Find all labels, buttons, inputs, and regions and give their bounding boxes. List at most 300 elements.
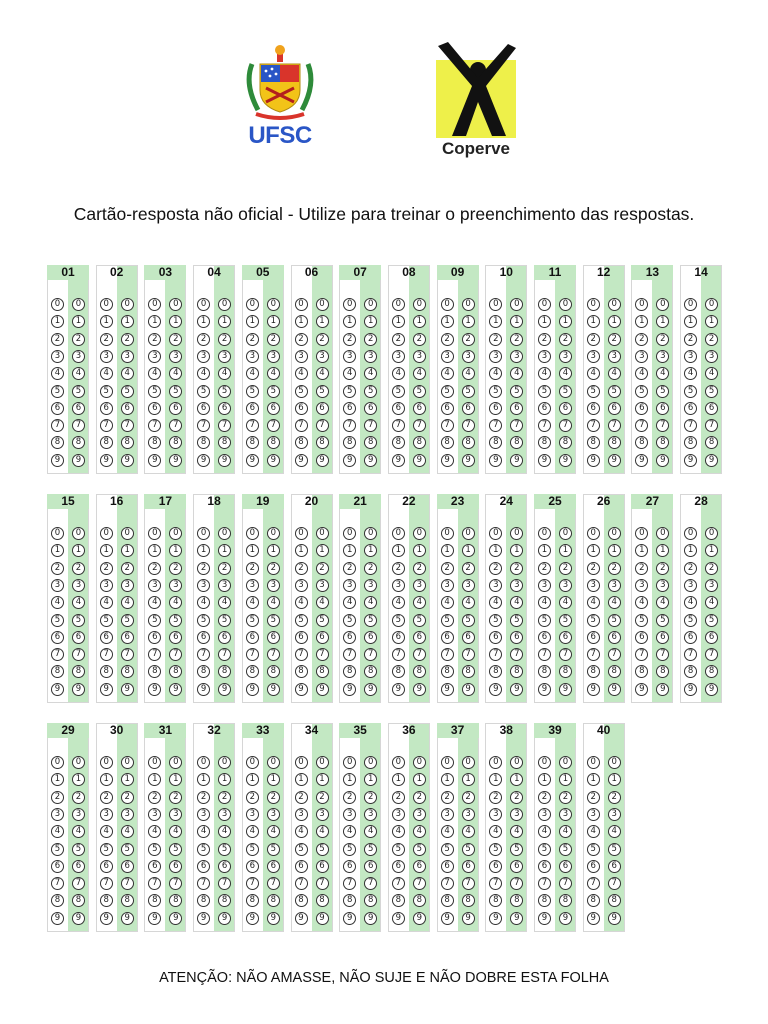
bubble-04-tens-1[interactable]: 1 — [197, 315, 210, 328]
bubble-11-units-5[interactable]: 5 — [559, 385, 572, 398]
bubble-15-tens-1[interactable]: 1 — [51, 544, 64, 557]
bubble-39-tens-4[interactable]: 4 — [538, 825, 551, 838]
bubble-27-units-8[interactable]: 8 — [656, 665, 669, 678]
bubble-37-tens-8[interactable]: 8 — [441, 894, 454, 907]
bubble-13-tens-5[interactable]: 5 — [635, 385, 648, 398]
bubble-03-tens-1[interactable]: 1 — [148, 315, 161, 328]
bubble-29-tens-3[interactable]: 3 — [51, 808, 64, 821]
bubble-06-tens-9[interactable]: 9 — [295, 454, 308, 467]
bubble-40-units-7[interactable]: 7 — [608, 877, 621, 890]
bubble-18-tens-9[interactable]: 9 — [197, 683, 210, 696]
bubble-15-units-3[interactable]: 3 — [72, 579, 85, 592]
bubble-26-tens-0[interactable]: 0 — [587, 527, 600, 540]
bubble-37-tens-7[interactable]: 7 — [441, 877, 454, 890]
bubble-28-units-3[interactable]: 3 — [705, 579, 718, 592]
bubble-25-units-2[interactable]: 2 — [559, 562, 572, 575]
bubble-19-units-8[interactable]: 8 — [267, 665, 280, 678]
bubble-30-units-3[interactable]: 3 — [121, 808, 134, 821]
bubble-25-units-3[interactable]: 3 — [559, 579, 572, 592]
bubble-21-units-6[interactable]: 6 — [364, 631, 377, 644]
bubble-24-units-3[interactable]: 3 — [510, 579, 523, 592]
bubble-01-units-0[interactable]: 0 — [72, 298, 85, 311]
bubble-17-tens-2[interactable]: 2 — [148, 562, 161, 575]
bubble-13-tens-2[interactable]: 2 — [635, 333, 648, 346]
bubble-17-tens-5[interactable]: 5 — [148, 614, 161, 627]
bubble-34-tens-5[interactable]: 5 — [295, 843, 308, 856]
bubble-20-units-4[interactable]: 4 — [316, 596, 329, 609]
bubble-35-tens-0[interactable]: 0 — [343, 756, 356, 769]
bubble-31-tens-0[interactable]: 0 — [148, 756, 161, 769]
bubble-38-tens-0[interactable]: 0 — [489, 756, 502, 769]
bubble-04-tens-7[interactable]: 7 — [197, 419, 210, 432]
bubble-39-units-7[interactable]: 7 — [559, 877, 572, 890]
bubble-27-tens-1[interactable]: 1 — [635, 544, 648, 557]
bubble-39-units-9[interactable]: 9 — [559, 912, 572, 925]
bubble-13-tens-7[interactable]: 7 — [635, 419, 648, 432]
bubble-20-tens-8[interactable]: 8 — [295, 665, 308, 678]
bubble-31-tens-6[interactable]: 6 — [148, 860, 161, 873]
bubble-09-units-4[interactable]: 4 — [462, 367, 475, 380]
bubble-30-units-1[interactable]: 1 — [121, 773, 134, 786]
bubble-07-units-8[interactable]: 8 — [364, 436, 377, 449]
bubble-08-units-3[interactable]: 3 — [413, 350, 426, 363]
bubble-34-units-9[interactable]: 9 — [316, 912, 329, 925]
bubble-17-units-8[interactable]: 8 — [169, 665, 182, 678]
bubble-16-tens-5[interactable]: 5 — [100, 614, 113, 627]
bubble-13-units-0[interactable]: 0 — [656, 298, 669, 311]
bubble-06-tens-3[interactable]: 3 — [295, 350, 308, 363]
bubble-24-tens-7[interactable]: 7 — [489, 648, 502, 661]
bubble-22-units-3[interactable]: 3 — [413, 579, 426, 592]
bubble-31-tens-1[interactable]: 1 — [148, 773, 161, 786]
bubble-01-units-6[interactable]: 6 — [72, 402, 85, 415]
bubble-11-units-9[interactable]: 9 — [559, 454, 572, 467]
bubble-06-units-0[interactable]: 0 — [316, 298, 329, 311]
bubble-35-tens-3[interactable]: 3 — [343, 808, 356, 821]
bubble-32-units-2[interactable]: 2 — [218, 791, 231, 804]
bubble-31-units-3[interactable]: 3 — [169, 808, 182, 821]
bubble-39-tens-3[interactable]: 3 — [538, 808, 551, 821]
bubble-26-units-7[interactable]: 7 — [608, 648, 621, 661]
bubble-04-tens-2[interactable]: 2 — [197, 333, 210, 346]
bubble-31-units-4[interactable]: 4 — [169, 825, 182, 838]
bubble-02-tens-8[interactable]: 8 — [100, 436, 113, 449]
bubble-20-tens-1[interactable]: 1 — [295, 544, 308, 557]
bubble-19-units-0[interactable]: 0 — [267, 527, 280, 540]
bubble-13-units-5[interactable]: 5 — [656, 385, 669, 398]
bubble-03-units-9[interactable]: 9 — [169, 454, 182, 467]
bubble-21-units-2[interactable]: 2 — [364, 562, 377, 575]
bubble-30-tens-3[interactable]: 3 — [100, 808, 113, 821]
bubble-24-units-2[interactable]: 2 — [510, 562, 523, 575]
bubble-37-tens-0[interactable]: 0 — [441, 756, 454, 769]
bubble-21-units-0[interactable]: 0 — [364, 527, 377, 540]
bubble-38-units-3[interactable]: 3 — [510, 808, 523, 821]
bubble-33-units-3[interactable]: 3 — [267, 808, 280, 821]
bubble-20-units-8[interactable]: 8 — [316, 665, 329, 678]
bubble-16-units-0[interactable]: 0 — [121, 527, 134, 540]
bubble-36-units-6[interactable]: 6 — [413, 860, 426, 873]
bubble-23-tens-8[interactable]: 8 — [441, 665, 454, 678]
bubble-37-units-7[interactable]: 7 — [462, 877, 475, 890]
bubble-33-units-6[interactable]: 6 — [267, 860, 280, 873]
bubble-16-units-8[interactable]: 8 — [121, 665, 134, 678]
bubble-37-units-6[interactable]: 6 — [462, 860, 475, 873]
bubble-01-units-7[interactable]: 7 — [72, 419, 85, 432]
bubble-11-tens-6[interactable]: 6 — [538, 402, 551, 415]
bubble-27-units-1[interactable]: 1 — [656, 544, 669, 557]
bubble-32-tens-8[interactable]: 8 — [197, 894, 210, 907]
bubble-10-tens-2[interactable]: 2 — [489, 333, 502, 346]
bubble-09-tens-0[interactable]: 0 — [441, 298, 454, 311]
bubble-05-tens-6[interactable]: 6 — [246, 402, 259, 415]
bubble-28-tens-7[interactable]: 7 — [684, 648, 697, 661]
bubble-32-units-0[interactable]: 0 — [218, 756, 231, 769]
bubble-15-units-8[interactable]: 8 — [72, 665, 85, 678]
bubble-29-units-8[interactable]: 8 — [72, 894, 85, 907]
bubble-25-units-6[interactable]: 6 — [559, 631, 572, 644]
bubble-01-tens-9[interactable]: 9 — [51, 454, 64, 467]
bubble-08-units-0[interactable]: 0 — [413, 298, 426, 311]
bubble-24-tens-1[interactable]: 1 — [489, 544, 502, 557]
bubble-32-units-9[interactable]: 9 — [218, 912, 231, 925]
bubble-20-units-1[interactable]: 1 — [316, 544, 329, 557]
bubble-37-tens-3[interactable]: 3 — [441, 808, 454, 821]
bubble-31-tens-3[interactable]: 3 — [148, 808, 161, 821]
bubble-39-tens-6[interactable]: 6 — [538, 860, 551, 873]
bubble-03-tens-0[interactable]: 0 — [148, 298, 161, 311]
bubble-15-tens-5[interactable]: 5 — [51, 614, 64, 627]
bubble-21-tens-4[interactable]: 4 — [343, 596, 356, 609]
bubble-10-units-1[interactable]: 1 — [510, 315, 523, 328]
bubble-08-units-7[interactable]: 7 — [413, 419, 426, 432]
bubble-11-tens-7[interactable]: 7 — [538, 419, 551, 432]
bubble-09-tens-4[interactable]: 4 — [441, 367, 454, 380]
bubble-30-units-9[interactable]: 9 — [121, 912, 134, 925]
bubble-35-units-9[interactable]: 9 — [364, 912, 377, 925]
bubble-35-units-6[interactable]: 6 — [364, 860, 377, 873]
bubble-38-units-1[interactable]: 1 — [510, 773, 523, 786]
bubble-11-tens-8[interactable]: 8 — [538, 436, 551, 449]
bubble-19-units-4[interactable]: 4 — [267, 596, 280, 609]
bubble-34-units-6[interactable]: 6 — [316, 860, 329, 873]
bubble-34-units-5[interactable]: 5 — [316, 843, 329, 856]
bubble-40-tens-7[interactable]: 7 — [587, 877, 600, 890]
bubble-34-tens-1[interactable]: 1 — [295, 773, 308, 786]
bubble-10-units-3[interactable]: 3 — [510, 350, 523, 363]
bubble-35-tens-5[interactable]: 5 — [343, 843, 356, 856]
bubble-17-tens-8[interactable]: 8 — [148, 665, 161, 678]
bubble-05-units-4[interactable]: 4 — [267, 367, 280, 380]
bubble-01-tens-8[interactable]: 8 — [51, 436, 64, 449]
bubble-20-units-3[interactable]: 3 — [316, 579, 329, 592]
bubble-38-tens-2[interactable]: 2 — [489, 791, 502, 804]
bubble-23-tens-0[interactable]: 0 — [441, 527, 454, 540]
bubble-27-units-3[interactable]: 3 — [656, 579, 669, 592]
bubble-22-tens-7[interactable]: 7 — [392, 648, 405, 661]
bubble-28-tens-4[interactable]: 4 — [684, 596, 697, 609]
bubble-11-units-1[interactable]: 1 — [559, 315, 572, 328]
bubble-26-tens-6[interactable]: 6 — [587, 631, 600, 644]
bubble-16-tens-7[interactable]: 7 — [100, 648, 113, 661]
bubble-14-tens-5[interactable]: 5 — [684, 385, 697, 398]
bubble-38-units-8[interactable]: 8 — [510, 894, 523, 907]
bubble-35-tens-2[interactable]: 2 — [343, 791, 356, 804]
bubble-36-tens-8[interactable]: 8 — [392, 894, 405, 907]
bubble-28-units-1[interactable]: 1 — [705, 544, 718, 557]
bubble-19-units-6[interactable]: 6 — [267, 631, 280, 644]
bubble-08-units-1[interactable]: 1 — [413, 315, 426, 328]
bubble-17-units-9[interactable]: 9 — [169, 683, 182, 696]
bubble-23-units-1[interactable]: 1 — [462, 544, 475, 557]
bubble-34-units-8[interactable]: 8 — [316, 894, 329, 907]
bubble-34-tens-7[interactable]: 7 — [295, 877, 308, 890]
bubble-27-tens-8[interactable]: 8 — [635, 665, 648, 678]
bubble-28-tens-1[interactable]: 1 — [684, 544, 697, 557]
bubble-37-tens-1[interactable]: 1 — [441, 773, 454, 786]
bubble-01-tens-5[interactable]: 5 — [51, 385, 64, 398]
bubble-17-units-0[interactable]: 0 — [169, 527, 182, 540]
bubble-03-tens-3[interactable]: 3 — [148, 350, 161, 363]
bubble-20-tens-7[interactable]: 7 — [295, 648, 308, 661]
bubble-07-units-1[interactable]: 1 — [364, 315, 377, 328]
bubble-21-tens-0[interactable]: 0 — [343, 527, 356, 540]
bubble-24-units-0[interactable]: 0 — [510, 527, 523, 540]
bubble-02-units-3[interactable]: 3 — [121, 350, 134, 363]
bubble-32-units-8[interactable]: 8 — [218, 894, 231, 907]
bubble-09-units-3[interactable]: 3 — [462, 350, 475, 363]
bubble-32-units-5[interactable]: 5 — [218, 843, 231, 856]
bubble-12-units-6[interactable]: 6 — [608, 402, 621, 415]
bubble-25-units-4[interactable]: 4 — [559, 596, 572, 609]
bubble-29-tens-6[interactable]: 6 — [51, 860, 64, 873]
bubble-21-tens-2[interactable]: 2 — [343, 562, 356, 575]
bubble-15-units-5[interactable]: 5 — [72, 614, 85, 627]
bubble-33-tens-2[interactable]: 2 — [246, 791, 259, 804]
bubble-25-tens-9[interactable]: 9 — [538, 683, 551, 696]
bubble-08-units-9[interactable]: 9 — [413, 454, 426, 467]
bubble-33-tens-0[interactable]: 0 — [246, 756, 259, 769]
bubble-31-tens-4[interactable]: 4 — [148, 825, 161, 838]
bubble-29-units-4[interactable]: 4 — [72, 825, 85, 838]
bubble-19-units-2[interactable]: 2 — [267, 562, 280, 575]
bubble-11-units-3[interactable]: 3 — [559, 350, 572, 363]
bubble-18-units-2[interactable]: 2 — [218, 562, 231, 575]
bubble-31-units-6[interactable]: 6 — [169, 860, 182, 873]
bubble-06-units-3[interactable]: 3 — [316, 350, 329, 363]
bubble-21-units-1[interactable]: 1 — [364, 544, 377, 557]
bubble-23-tens-6[interactable]: 6 — [441, 631, 454, 644]
bubble-22-units-4[interactable]: 4 — [413, 596, 426, 609]
bubble-13-tens-8[interactable]: 8 — [635, 436, 648, 449]
bubble-36-tens-3[interactable]: 3 — [392, 808, 405, 821]
bubble-23-units-5[interactable]: 5 — [462, 614, 475, 627]
bubble-04-units-9[interactable]: 9 — [218, 454, 231, 467]
bubble-40-units-3[interactable]: 3 — [608, 808, 621, 821]
bubble-23-units-7[interactable]: 7 — [462, 648, 475, 661]
bubble-39-units-3[interactable]: 3 — [559, 808, 572, 821]
bubble-13-units-6[interactable]: 6 — [656, 402, 669, 415]
bubble-23-tens-7[interactable]: 7 — [441, 648, 454, 661]
bubble-35-units-7[interactable]: 7 — [364, 877, 377, 890]
bubble-05-tens-9[interactable]: 9 — [246, 454, 259, 467]
bubble-09-units-2[interactable]: 2 — [462, 333, 475, 346]
bubble-01-units-2[interactable]: 2 — [72, 333, 85, 346]
bubble-24-tens-2[interactable]: 2 — [489, 562, 502, 575]
bubble-22-tens-1[interactable]: 1 — [392, 544, 405, 557]
bubble-38-units-7[interactable]: 7 — [510, 877, 523, 890]
bubble-12-tens-7[interactable]: 7 — [587, 419, 600, 432]
bubble-01-units-3[interactable]: 3 — [72, 350, 85, 363]
bubble-09-units-9[interactable]: 9 — [462, 454, 475, 467]
bubble-34-units-0[interactable]: 0 — [316, 756, 329, 769]
bubble-07-units-9[interactable]: 9 — [364, 454, 377, 467]
bubble-12-tens-1[interactable]: 1 — [587, 315, 600, 328]
bubble-34-tens-3[interactable]: 3 — [295, 808, 308, 821]
bubble-10-units-7[interactable]: 7 — [510, 419, 523, 432]
bubble-05-units-0[interactable]: 0 — [267, 298, 280, 311]
bubble-01-tens-7[interactable]: 7 — [51, 419, 64, 432]
bubble-14-units-3[interactable]: 3 — [705, 350, 718, 363]
bubble-16-tens-1[interactable]: 1 — [100, 544, 113, 557]
bubble-13-tens-6[interactable]: 6 — [635, 402, 648, 415]
bubble-39-tens-2[interactable]: 2 — [538, 791, 551, 804]
bubble-38-units-6[interactable]: 6 — [510, 860, 523, 873]
bubble-40-units-2[interactable]: 2 — [608, 791, 621, 804]
bubble-36-tens-9[interactable]: 9 — [392, 912, 405, 925]
bubble-11-units-0[interactable]: 0 — [559, 298, 572, 311]
bubble-31-units-1[interactable]: 1 — [169, 773, 182, 786]
bubble-38-units-2[interactable]: 2 — [510, 791, 523, 804]
bubble-13-tens-4[interactable]: 4 — [635, 367, 648, 380]
bubble-01-units-1[interactable]: 1 — [72, 315, 85, 328]
bubble-09-units-0[interactable]: 0 — [462, 298, 475, 311]
bubble-30-units-7[interactable]: 7 — [121, 877, 134, 890]
bubble-15-units-7[interactable]: 7 — [72, 648, 85, 661]
bubble-14-tens-6[interactable]: 6 — [684, 402, 697, 415]
bubble-04-tens-9[interactable]: 9 — [197, 454, 210, 467]
bubble-13-tens-1[interactable]: 1 — [635, 315, 648, 328]
bubble-01-tens-4[interactable]: 4 — [51, 367, 64, 380]
bubble-11-tens-4[interactable]: 4 — [538, 367, 551, 380]
bubble-23-tens-9[interactable]: 9 — [441, 683, 454, 696]
bubble-38-tens-3[interactable]: 3 — [489, 808, 502, 821]
bubble-33-units-8[interactable]: 8 — [267, 894, 280, 907]
bubble-24-tens-0[interactable]: 0 — [489, 527, 502, 540]
bubble-23-units-9[interactable]: 9 — [462, 683, 475, 696]
bubble-38-tens-7[interactable]: 7 — [489, 877, 502, 890]
bubble-37-tens-5[interactable]: 5 — [441, 843, 454, 856]
bubble-09-tens-1[interactable]: 1 — [441, 315, 454, 328]
bubble-29-units-0[interactable]: 0 — [72, 756, 85, 769]
bubble-08-tens-6[interactable]: 6 — [392, 402, 405, 415]
bubble-24-units-1[interactable]: 1 — [510, 544, 523, 557]
bubble-29-units-9[interactable]: 9 — [72, 912, 85, 925]
bubble-08-tens-4[interactable]: 4 — [392, 367, 405, 380]
bubble-11-units-7[interactable]: 7 — [559, 419, 572, 432]
bubble-28-units-8[interactable]: 8 — [705, 665, 718, 678]
bubble-05-tens-7[interactable]: 7 — [246, 419, 259, 432]
bubble-06-units-7[interactable]: 7 — [316, 419, 329, 432]
bubble-03-tens-7[interactable]: 7 — [148, 419, 161, 432]
bubble-18-tens-0[interactable]: 0 — [197, 527, 210, 540]
bubble-35-units-5[interactable]: 5 — [364, 843, 377, 856]
bubble-31-tens-2[interactable]: 2 — [148, 791, 161, 804]
bubble-12-tens-8[interactable]: 8 — [587, 436, 600, 449]
bubble-29-tens-0[interactable]: 0 — [51, 756, 64, 769]
bubble-30-units-2[interactable]: 2 — [121, 791, 134, 804]
bubble-38-tens-5[interactable]: 5 — [489, 843, 502, 856]
bubble-19-units-7[interactable]: 7 — [267, 648, 280, 661]
bubble-30-tens-0[interactable]: 0 — [100, 756, 113, 769]
bubble-05-units-1[interactable]: 1 — [267, 315, 280, 328]
bubble-29-units-7[interactable]: 7 — [72, 877, 85, 890]
bubble-27-tens-2[interactable]: 2 — [635, 562, 648, 575]
bubble-16-tens-0[interactable]: 0 — [100, 527, 113, 540]
bubble-02-units-2[interactable]: 2 — [121, 333, 134, 346]
bubble-02-units-8[interactable]: 8 — [121, 436, 134, 449]
bubble-39-units-1[interactable]: 1 — [559, 773, 572, 786]
bubble-40-tens-1[interactable]: 1 — [587, 773, 600, 786]
bubble-06-units-8[interactable]: 8 — [316, 436, 329, 449]
bubble-02-units-5[interactable]: 5 — [121, 385, 134, 398]
bubble-36-tens-1[interactable]: 1 — [392, 773, 405, 786]
bubble-02-tens-7[interactable]: 7 — [100, 419, 113, 432]
bubble-30-tens-8[interactable]: 8 — [100, 894, 113, 907]
bubble-04-units-7[interactable]: 7 — [218, 419, 231, 432]
bubble-05-tens-2[interactable]: 2 — [246, 333, 259, 346]
bubble-32-units-7[interactable]: 7 — [218, 877, 231, 890]
bubble-04-units-1[interactable]: 1 — [218, 315, 231, 328]
bubble-39-units-5[interactable]: 5 — [559, 843, 572, 856]
bubble-40-units-0[interactable]: 0 — [608, 756, 621, 769]
bubble-14-tens-8[interactable]: 8 — [684, 436, 697, 449]
bubble-04-units-0[interactable]: 0 — [218, 298, 231, 311]
bubble-16-units-5[interactable]: 5 — [121, 614, 134, 627]
bubble-18-tens-2[interactable]: 2 — [197, 562, 210, 575]
bubble-22-tens-2[interactable]: 2 — [392, 562, 405, 575]
bubble-16-units-7[interactable]: 7 — [121, 648, 134, 661]
bubble-24-tens-3[interactable]: 3 — [489, 579, 502, 592]
bubble-04-units-5[interactable]: 5 — [218, 385, 231, 398]
bubble-17-units-2[interactable]: 2 — [169, 562, 182, 575]
bubble-13-tens-9[interactable]: 9 — [635, 454, 648, 467]
bubble-10-tens-3[interactable]: 3 — [489, 350, 502, 363]
bubble-39-tens-0[interactable]: 0 — [538, 756, 551, 769]
bubble-32-tens-4[interactable]: 4 — [197, 825, 210, 838]
bubble-23-units-8[interactable]: 8 — [462, 665, 475, 678]
bubble-27-tens-4[interactable]: 4 — [635, 596, 648, 609]
bubble-22-units-0[interactable]: 0 — [413, 527, 426, 540]
bubble-34-tens-4[interactable]: 4 — [295, 825, 308, 838]
bubble-29-units-5[interactable]: 5 — [72, 843, 85, 856]
bubble-12-tens-5[interactable]: 5 — [587, 385, 600, 398]
bubble-06-units-2[interactable]: 2 — [316, 333, 329, 346]
bubble-40-units-4[interactable]: 4 — [608, 825, 621, 838]
bubble-34-units-4[interactable]: 4 — [316, 825, 329, 838]
bubble-29-tens-8[interactable]: 8 — [51, 894, 64, 907]
bubble-22-tens-8[interactable]: 8 — [392, 665, 405, 678]
bubble-01-tens-1[interactable]: 1 — [51, 315, 64, 328]
bubble-19-tens-2[interactable]: 2 — [246, 562, 259, 575]
bubble-33-tens-5[interactable]: 5 — [246, 843, 259, 856]
bubble-21-units-3[interactable]: 3 — [364, 579, 377, 592]
bubble-25-tens-0[interactable]: 0 — [538, 527, 551, 540]
bubble-08-tens-0[interactable]: 0 — [392, 298, 405, 311]
bubble-19-tens-9[interactable]: 9 — [246, 683, 259, 696]
bubble-07-tens-8[interactable]: 8 — [343, 436, 356, 449]
bubble-32-tens-1[interactable]: 1 — [197, 773, 210, 786]
